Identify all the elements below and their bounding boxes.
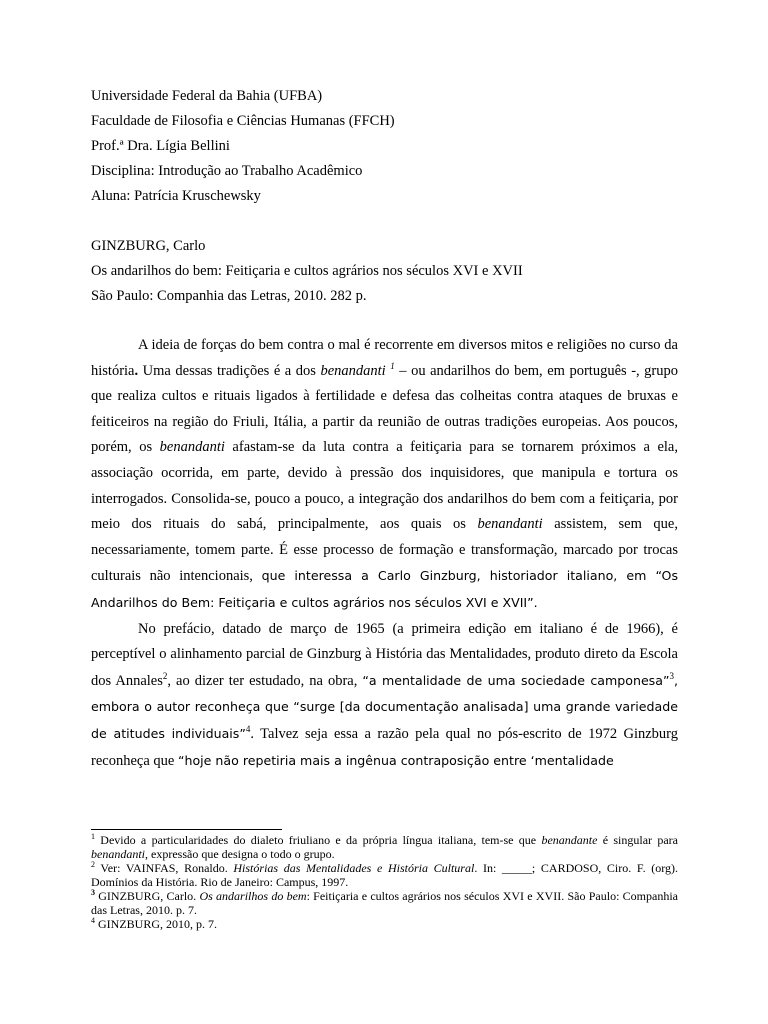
footnote-number: 4	[91, 916, 95, 925]
footnote-text: GINZBURG, 2010, p. 7.	[95, 917, 217, 931]
p1-text: assistem, sem que, necessariamente, tomem parte. É esse processo de formação e transformação, marcado por trocas culturais não intencionais,	[91, 516, 678, 585]
p1-text: A ideia de forças do bem contra o mal é recorrente em diversos mitos e religiões no curso da história	[91, 337, 678, 379]
p1-text: Uma dessas tradições é a dos	[138, 362, 321, 379]
header-faculty: Faculdade de Filosofia e Ciências Humanas (FFCH)	[91, 113, 395, 129]
footnote-text: Devido a particularidades do dialeto friuliano e da própria língua italiana, tem-se que	[95, 833, 542, 847]
paragraph-2	[91, 617, 678, 775]
p1-text-sans: que interessa a Carlo Ginzburg, historiador italiano, em “Os Andarilhos do Bem: Feitiçaria e cultos agrários nos séculos XVI e XVII”.	[91, 568, 678, 610]
footnote-number: 2	[91, 860, 95, 869]
footnote-title: Histórias das Mentalidades e História Cultural	[233, 861, 475, 875]
footnote-ref-1: 1	[390, 360, 395, 371]
footnote-term: benandanti	[91, 847, 145, 861]
header-professor: Prof.ª Dra. Lígia Bellini	[91, 138, 230, 154]
p1-term-benandanti: benandanti	[477, 516, 543, 533]
footnote-text: . In: _____; CARDOSO, Ciro. F. (org). Domínios da História. Rio de Janeiro: Campus, 1997.	[91, 861, 679, 889]
p1-term-benandanti: benandanti	[320, 362, 386, 379]
footnote-ref-3: 3	[669, 670, 674, 681]
footnote-ref-4: 4	[245, 724, 251, 735]
footnote-number: 3	[91, 888, 95, 897]
p1-period: .	[134, 362, 139, 379]
p2-text: No prefácio, datado de março de 1965 (a primeira edição em italiano é de 1966), é perceptível o alinhamento parcial de Ginzburg à História das Mentalidades, produto direto da Escola dos Annales	[91, 620, 678, 689]
footnote-text: , expressão que designa o todo o grupo.	[145, 847, 335, 861]
paragraph-1	[91, 333, 678, 617]
reference-title: Os andarilhos do bem: Feitiçaria e cultos agrários nos séculos XVI e XVII	[91, 263, 523, 279]
p2-quote: , embora o autor reconheça que “surge [da documentação analisada] uma grande variedade de atitudes individuais”	[91, 672, 679, 741]
footnote-term: benandante	[541, 833, 598, 847]
p2-quote: “a mentalidade de uma sociedade camponesa”	[362, 672, 670, 688]
p2-text: . Talvez seja essa a razão pela qual no pós-escrito de 1972 Ginzburg reconheça que	[91, 725, 678, 769]
p1-text: – ou andarilhos do bem, em português -, grupo que realiza cultos e rituais ligados à fertilidade e defesa das colheitas contra ataques de bruxas e feiticeiros na região do Friuli, Itália, a partir da reunião de outras tradições europeias. Aos poucos, porém, os	[91, 362, 679, 456]
reference-author: GINZBURG, Carlo	[91, 238, 206, 254]
footnote-4	[91, 917, 678, 931]
header-discipline: Disciplina: Introdução ao Trabalho Acadêmico	[91, 163, 363, 179]
reference-publisher: São Paulo: Companhia das Letras, 2010. 282 p.	[91, 288, 367, 304]
p2-text: , ao dizer ter estudado, na obra,	[167, 672, 363, 689]
footnotes	[91, 833, 678, 931]
footnote-3	[91, 889, 678, 917]
footnote-text: GINZBURG, Carlo.	[95, 889, 200, 903]
p1-term-benandanti: benandanti	[159, 439, 225, 456]
header-university: Universidade Federal da Bahia (UFBA)	[91, 88, 323, 104]
footnote-text: Ver: VAINFAS, Ronaldo.	[95, 861, 234, 875]
p1-text: afastam-se da luta contra a feitiçaria para se tornarem próximos a ela, associação ocorrida, em parte, devido à pressão dos inquisidores, que manipula e tortura os interrogados. Consolida-se, pouco a pouco, a integração dos andarilhos do bem com a feitiçaria, por meio dos rituais do sabá, principalmente, aos quais os	[91, 439, 678, 533]
footnote-1	[91, 833, 678, 861]
footnote-2	[91, 861, 678, 889]
footnote-number: 1	[91, 832, 95, 841]
p2-quote: “hoje não repetiria mais a ingênua contraposição entre ‘mentalidade	[177, 752, 614, 768]
footnote-text: é singular para	[597, 833, 679, 847]
header-student: Aluna: Patrícia Kruschewsky	[91, 188, 261, 204]
footnote-ref-2: 2	[162, 670, 168, 681]
footnote-title: Os andarilhos do bem	[199, 889, 307, 903]
footnote-separator	[91, 829, 282, 830]
footnote-text: : Feitiçaria e cultos agrários nos séculos XVI e XVII. São Paulo: Companhia das Letras, 2010. p. 7.	[91, 889, 678, 917]
body-text	[91, 333, 678, 774]
